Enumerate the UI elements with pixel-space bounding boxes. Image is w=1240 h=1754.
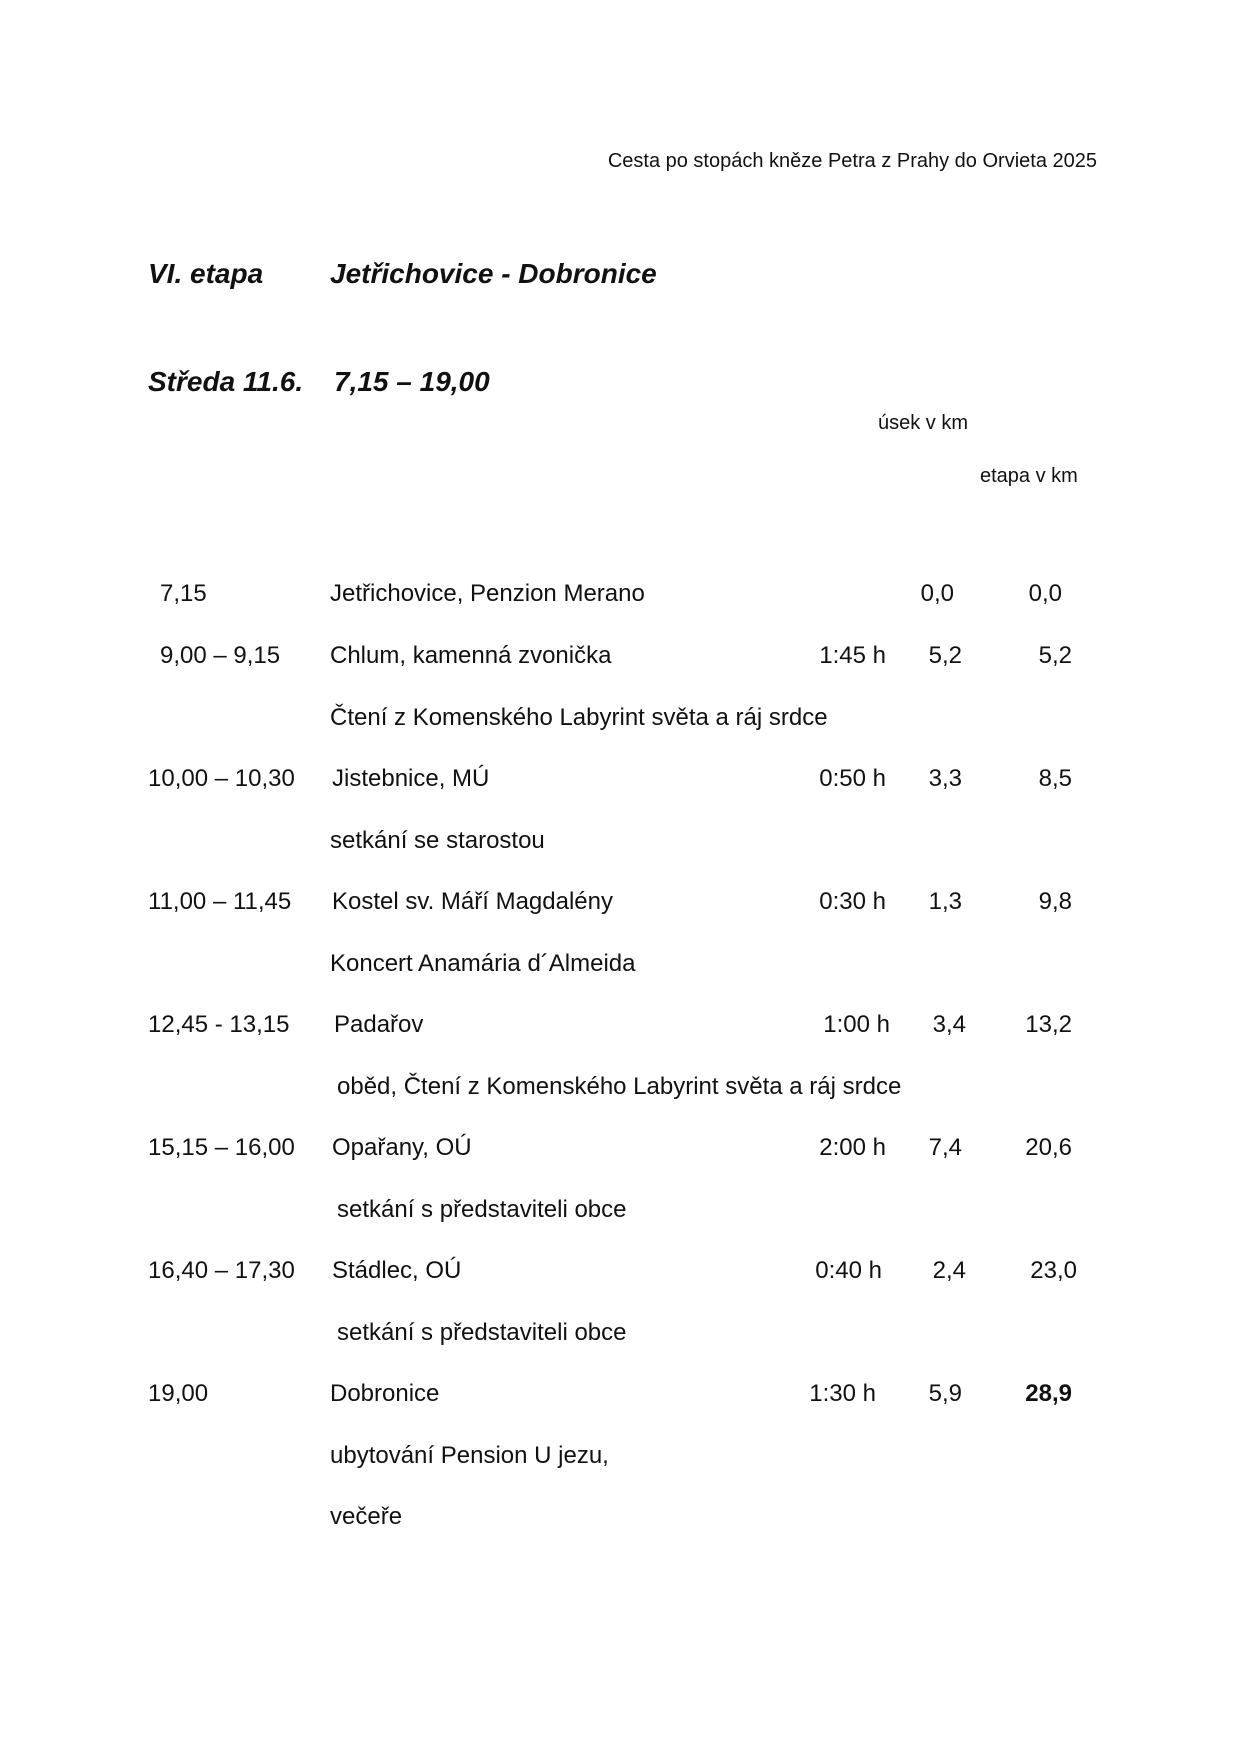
row-duration: 1:00 h	[823, 1011, 890, 1038]
row-time: 7,15	[160, 580, 207, 607]
row-total-km: 20,6	[1025, 1134, 1072, 1161]
row-segment-km: 5,2	[928, 642, 962, 669]
row-place: Jetřichovice, Penzion Merano	[330, 580, 645, 607]
row-note: oběd, Čtení z Komenského Labyrint světa a ráj srdce	[337, 1073, 902, 1100]
row-duration: 0:30 h	[819, 888, 886, 915]
row-time: 10,00 – 10,30	[148, 765, 295, 792]
row-total-km: 23,0	[1030, 1257, 1077, 1284]
row-place: Padařov	[334, 1011, 424, 1038]
row-total-km: 28,9	[1025, 1380, 1072, 1407]
row-segment-km: 3,3	[928, 765, 962, 792]
row-note: Čtení z Komenského Labyrint světa a ráj srdce	[330, 704, 828, 731]
column-header-stage-total: etapa v km	[980, 465, 1078, 487]
schedule-row	[0, 888, 1240, 928]
row-place: Jistebnice, MÚ	[332, 765, 490, 792]
row-total-km: 9,8	[1038, 888, 1072, 915]
row-place: Dobronice	[330, 1380, 440, 1407]
row-segment-km: 3,4	[932, 1011, 966, 1038]
row-total-km: 0,0	[1028, 580, 1062, 607]
row-duration: 1:30 h	[809, 1380, 876, 1407]
row-segment-km: 5,9	[928, 1380, 962, 1407]
schedule-row	[0, 1011, 1240, 1051]
stage-label: VI. etapa	[148, 258, 264, 289]
schedule-row	[0, 1134, 1240, 1174]
stage-route: Jetřichovice - Dobronice	[330, 258, 657, 289]
row-total-km: 13,2	[1025, 1011, 1072, 1038]
schedule-row	[0, 642, 1240, 682]
column-header-segment: úsek v km	[878, 412, 969, 434]
row-note: setkání se starostou	[330, 827, 545, 854]
row-segment-km: 7,4	[928, 1134, 962, 1161]
row-place: Stádlec, OÚ	[332, 1257, 462, 1284]
row-time: 19,00	[148, 1380, 209, 1407]
row-duration: 1:45 h	[819, 642, 886, 669]
row-time: 11,00 – 11,45	[148, 888, 292, 915]
row-place: Kostel sv. Máří Magdalény	[332, 888, 614, 915]
row-duration: 0:40 h	[815, 1257, 882, 1284]
row-duration: 0:50 h	[819, 765, 886, 792]
row-segment-km: 2,4	[932, 1257, 966, 1284]
document-header-note: Cesta po stopách kněze Petra z Prahy do Orvieta 2025	[607, 150, 1097, 172]
row-note: setkání s představiteli obce	[337, 1319, 627, 1346]
row-note: ubytování Pension U jezu,	[330, 1442, 609, 1469]
row-total-km: 5,2	[1038, 642, 1072, 669]
day-time-range: 7,15 – 19,00	[334, 366, 490, 397]
day-label: Středa 11.6.	[148, 366, 304, 397]
row-place: Opařany, OÚ	[332, 1134, 472, 1161]
schedule-row	[0, 765, 1240, 805]
row-time: 9,00 – 9,15	[160, 642, 281, 669]
row-time: 15,15 – 16,00	[148, 1134, 295, 1161]
schedule-row	[0, 1257, 1240, 1297]
row-place: Chlum, kamenná zvonička	[330, 642, 612, 669]
row-note: setkání s představiteli obce	[337, 1196, 627, 1223]
row-duration: 2:00 h	[819, 1134, 886, 1161]
schedule-row	[0, 1380, 1240, 1420]
row-segment-km: 1,3	[928, 888, 962, 915]
row-time: 16,40 – 17,30	[148, 1257, 295, 1284]
row-time: 12,45 - 13,15	[148, 1011, 290, 1038]
row-segment-km: 0,0	[920, 580, 954, 607]
row-note: Koncert Anamária d´Almeida	[330, 950, 636, 977]
row-note: večeře	[330, 1503, 403, 1530]
schedule-row	[0, 580, 1240, 620]
row-total-km: 8,5	[1038, 765, 1072, 792]
